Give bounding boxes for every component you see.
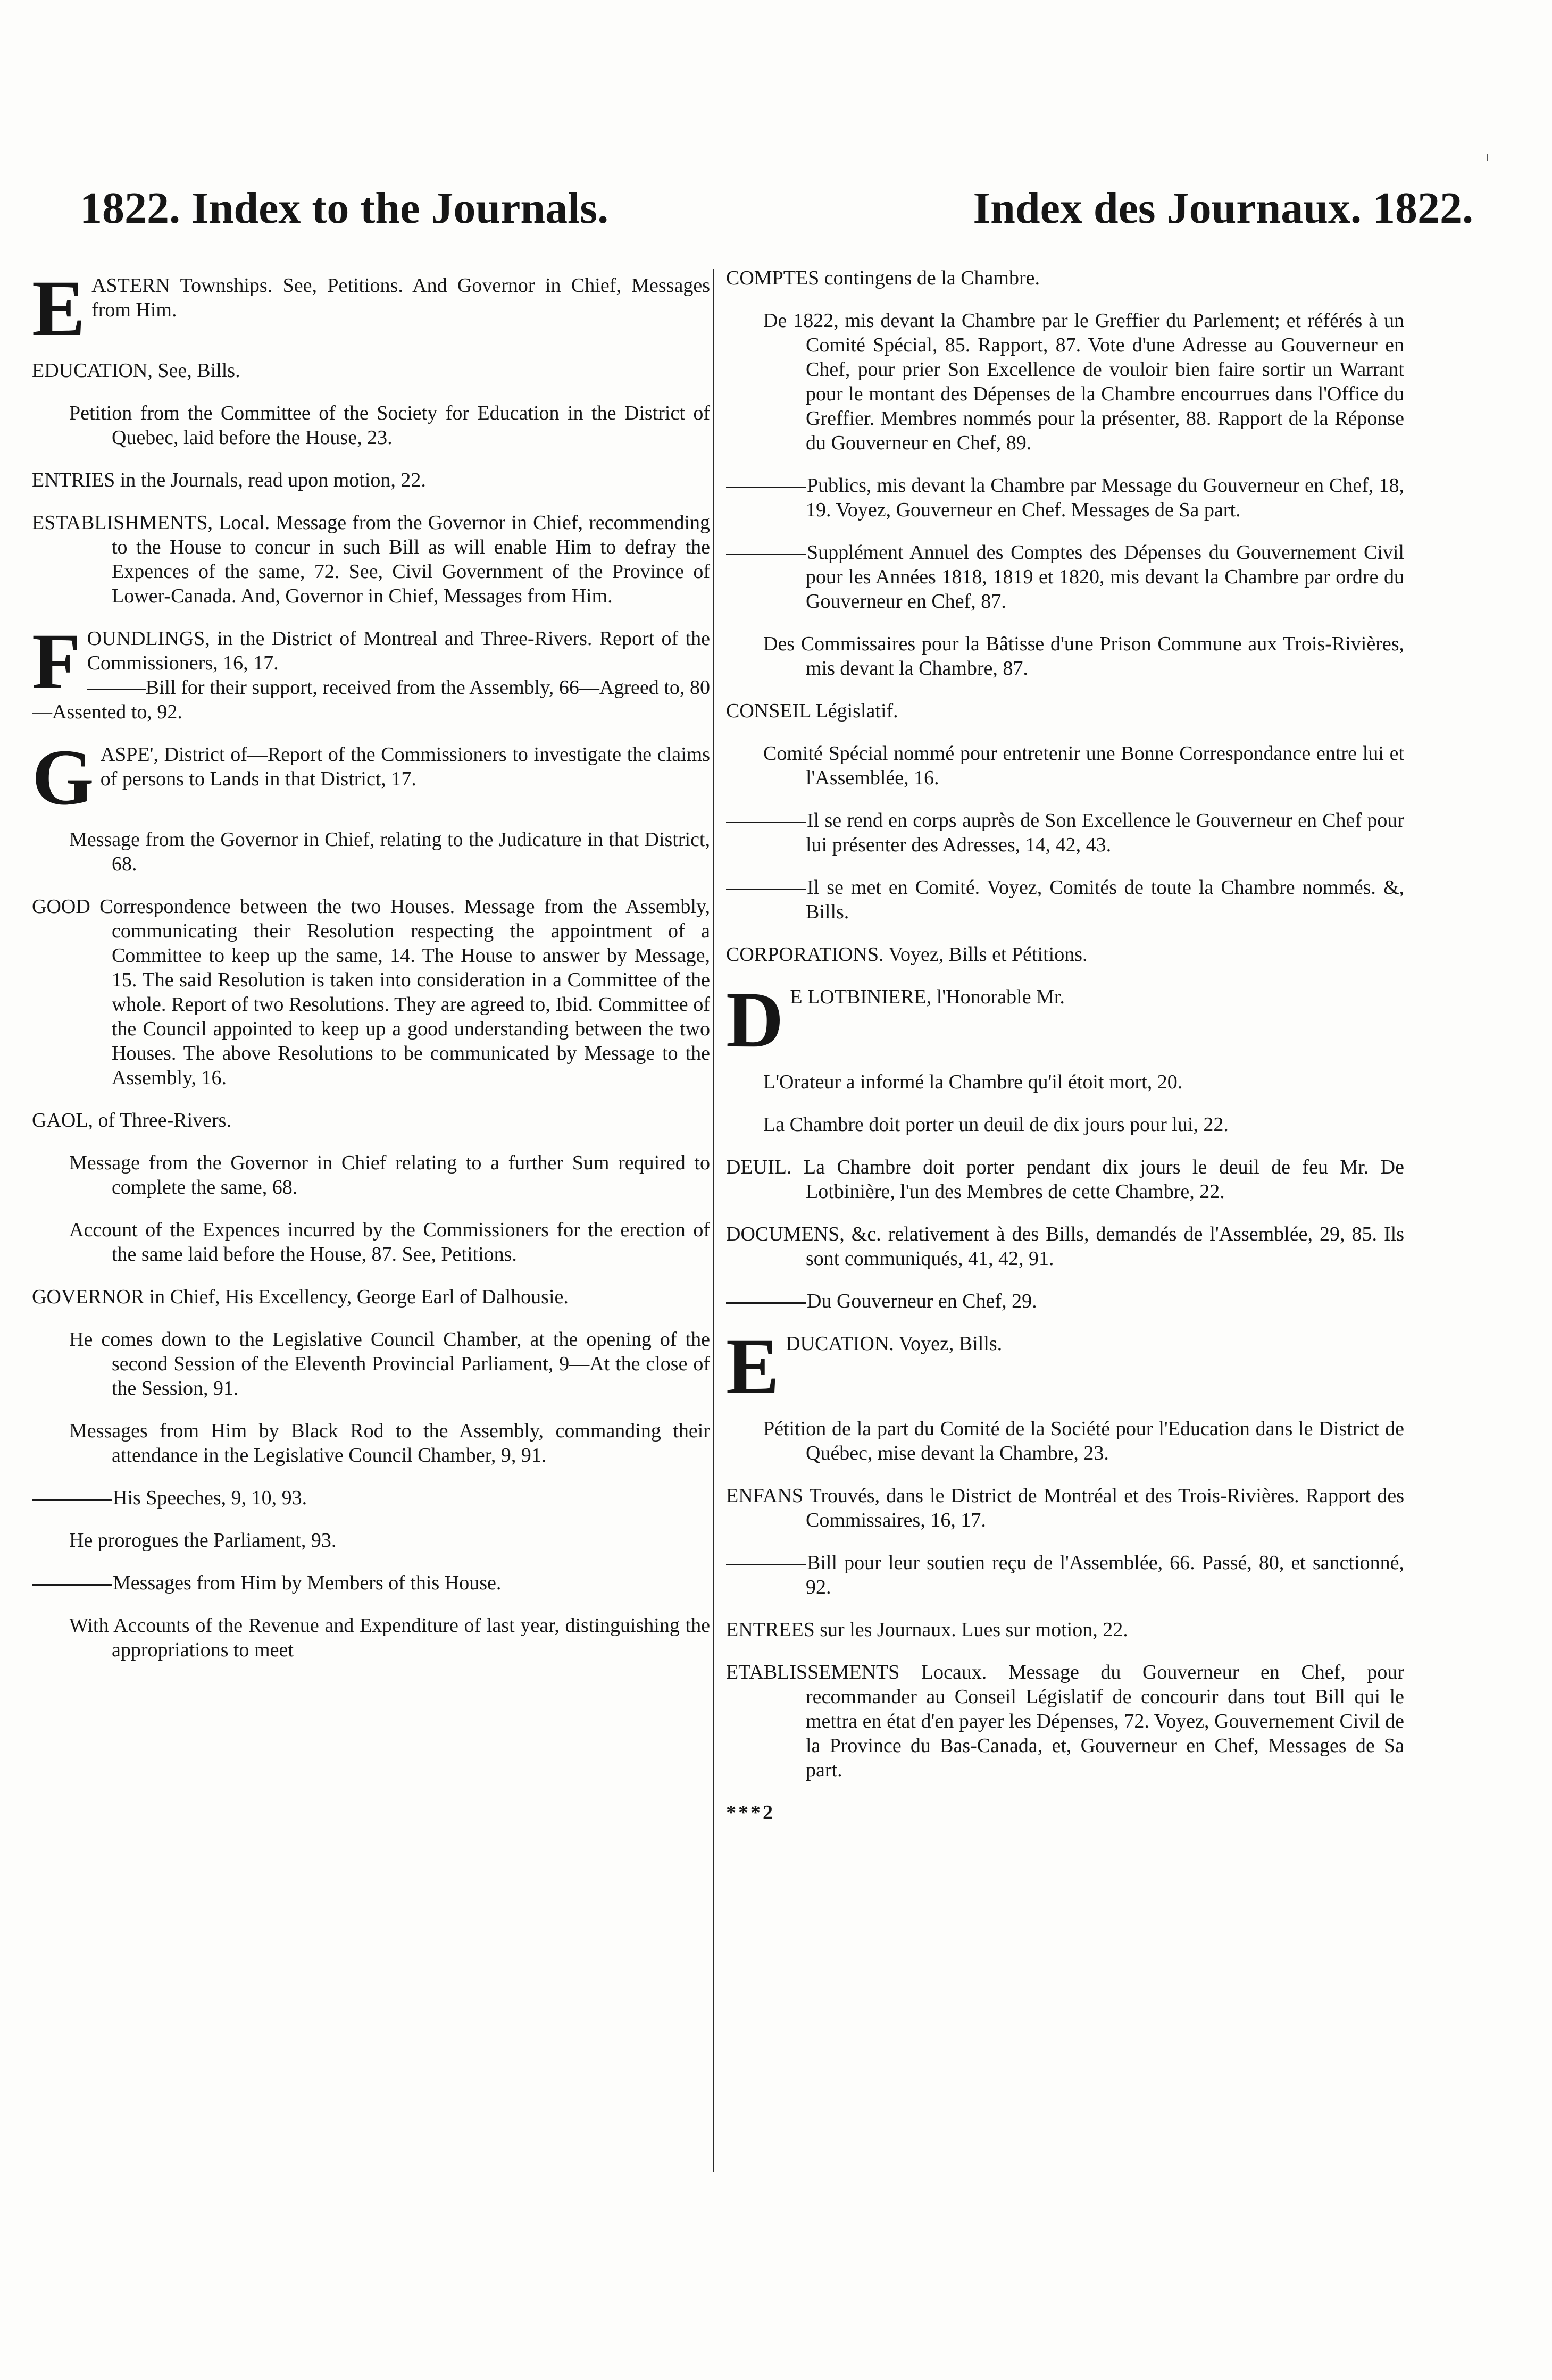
drop-cap: F	[32, 626, 81, 706]
index-entry-comptes: COMPTES contingens de la Chambre.	[726, 267, 1040, 289]
sub-entry: He comes down to the Legislative Council Chamber, at the opening of the second Session of the Eleventh Provincial Parliament, 9—At the close of the Session, 91.	[69, 1328, 710, 1399]
index-entry-corporations: CORPORATIONS. Voyez, Bills et Pétitions.	[726, 943, 1088, 966]
index-entry-education: EDUCATION, See, Bills.	[32, 359, 240, 382]
header-right: Index des Journaux. 1822.	[973, 183, 1473, 233]
entry-text: Il se met en Comité. Voyez, Comités de toute la Chambre nommés. &, Bills.	[806, 876, 1404, 923]
entry-text: Messages from Him by Members of this House.	[113, 1572, 502, 1594]
index-entry-entries: ENTRIES in the Journals, read upon motion, 22.	[32, 469, 426, 491]
dash-sub-entry	[726, 473, 1404, 522]
entry-text: Bill for their support, received from the Assembly, 66—Agreed to, 80—Assented to, 92.	[32, 676, 710, 723]
index-entry-good: GOOD Correspondence between the two Houses. Message from the Assembly, communicating their Resolution respecting the appointment of a Committee to keep up the same, 14. The House to answer by Message, 15. The said Resolution is taken into consideration in a Committee of the whole. Report of two Resolutions. They are agreed to, Ibid. Committee of the Council appointed to keep up a good understanding between the two Houses. The above Resolutions to be communicated by Message to the Assembly, 16.	[32, 895, 710, 1089]
entry-text: E LOTBINIERE, l'Honorable Mr.	[790, 986, 1065, 1008]
dash-sub-entry	[726, 875, 1404, 924]
entry-text: OUNDLINGS, in the District of Montreal and Three-Rivers. Report of the Commissioners, 16, 17.	[87, 627, 710, 674]
right-column	[726, 266, 1404, 1825]
dash-sub-entry	[726, 1289, 1404, 1313]
drop-cap: G	[32, 742, 94, 809]
entry-text: Publics, mis devant la Chambre par Message du Gouverneur en Chef, 18, 19. Voyez, Gouverneur en Chef. Messages de Sa part.	[806, 474, 1404, 521]
ink-speck	[1487, 154, 1488, 161]
entry-text: ASPE', District of—Report of the Commissioners to investigate the claims of persons to Lands in that District, 17.	[100, 743, 710, 790]
sub-entry: Message from the Governor in Chief, relating to the Judicature in that District, 68.	[69, 828, 710, 875]
left-column	[32, 266, 710, 1680]
dash-rule	[726, 1302, 806, 1304]
index-entry-deuil: DEUIL. La Chambre doit porter pendant dix jours le deuil de feu Mr. De Lotbinière, l'un des Membres de cette Chambre, 22.	[726, 1156, 1404, 1203]
sub-entry: Pétition de la part du Comité de la Société pour l'Education dans le District de Québec, mise devant la Chambre, 23.	[763, 1418, 1404, 1464]
index-entry-entrees: ENTREES sur les Journaux. Lues sur motion, 22.	[726, 1619, 1128, 1641]
entry-text: DUCATION. Voyez, Bills.	[786, 1333, 1003, 1355]
column-divider	[713, 269, 714, 2172]
dash-rule	[32, 1499, 112, 1501]
index-entry-education-fr	[726, 1331, 1404, 1398]
printer-signature-mark: ***2	[726, 1801, 775, 1824]
index-entry-etablissements: ETABLISSEMENTS Locaux. Message du Gouverneur en Chef, pour recommander au Conseil Législatif de concourir dans tout Bill qui le mettra en état d'en payer les Dépenses, 72. Voyez, Gouvernement Civil de la Province du Bas-Canada, et, Gouverneur en Chef, Messages de Sa part.	[726, 1661, 1404, 1781]
dash-rule	[726, 487, 806, 488]
running-header	[80, 175, 1473, 239]
index-entry-gaol: GAOL, of Three-Rivers.	[32, 1109, 231, 1132]
dash-sub-entry	[32, 675, 710, 724]
index-entry-documens: DOCUMENS, &c. relativement à des Bills, demandés de l'Assemblée, 29, 85. Ils sont communiqués, 41, 42, 91.	[726, 1223, 1404, 1270]
index-entry-enfans: ENFANS Trouvés, dans le District de Montréal et des Trois-Rivières. Rapport des Commissaires, 16, 17.	[726, 1485, 1404, 1531]
sub-entry: Petition from the Committee of the Society for Education in the District of Quebec, laid before the House, 23.	[69, 402, 710, 449]
sub-entry: Messages from Him by Black Rod to the Assembly, commanding their attendance in the Legislative Council Chamber, 9, 91.	[69, 1420, 710, 1466]
entry-text: Supplément Annuel des Comptes des Dépenses du Gouvernement Civil pour les Années 1818, 1819 et 1820, mis devant la Chambre par ordre du Gouverneur en Chef, 87.	[806, 541, 1404, 613]
index-entry-foundlings	[32, 626, 710, 724]
index-entry-delotbiniere	[726, 985, 1404, 1052]
dash-sub-entry	[726, 540, 1404, 614]
dash-rule	[726, 822, 806, 823]
dash-sub-entry	[726, 1551, 1404, 1599]
sub-entry: De 1822, mis devant la Chambre par le Greffier du Parlement; et référés à un Comité Spécial, 85. Rapport, 87. Vote d'une Adresse au Gouverneur en Chef, pour prier Son Excellence de vouloir bien faire sortir un Warrant pour le montant des Dépenses de la Chambre encourrues dans l'Office du Greffier. Membres nommés pour la présenter, 88. Rapport de la Réponse du Gouverneur en Chef, 89.	[763, 309, 1404, 454]
sub-entry: La Chambre doit porter un deuil de dix jours pour lui, 22.	[763, 1113, 1229, 1136]
index-entry-establishments: ESTABLISHMENTS, Local. Message from the Governor in Chief, recommending to the House to concur in such Bill as will enable Him to defray the Expences of the same, 72. See, Civil Government of the Province of Lower-Canada. And, Governor in Chief, Messages from Him.	[32, 512, 710, 607]
entry-text: His Speeches, 9, 10, 93.	[113, 1487, 307, 1509]
dash-sub-entry	[726, 808, 1404, 857]
entry-text: Bill pour leur soutien reçu de l'Assemblée, 66. Passé, 80, et sanctionné, 92.	[806, 1552, 1404, 1598]
sub-entry: Message from the Governor in Chief relating to a further Sum required to complete the same, 68.	[69, 1152, 710, 1199]
dash-sub-entry	[32, 1571, 710, 1595]
sub-entry: L'Orateur a informé la Chambre qu'il étoit mort, 20.	[763, 1071, 1183, 1093]
dash-rule	[726, 1564, 806, 1565]
dash-rule	[726, 889, 806, 890]
entry-text: ASTERN Townships. See, Petitions. And Governor in Chief, Messages from Him.	[91, 274, 710, 321]
index-entry-eastern	[32, 273, 710, 340]
drop-cap: D	[726, 985, 784, 1052]
sub-entry: Comité Spécial nommé pour entretenir une Bonne Correspondance entre lui et l'Assemblée, 16.	[763, 742, 1404, 789]
drop-cap: E	[726, 1331, 780, 1398]
dash-rule	[32, 1584, 112, 1586]
dash-sub-entry	[32, 1486, 710, 1510]
sub-entry: He prorogues the Parliament, 93.	[69, 1529, 337, 1552]
sub-entry: Des Commissaires pour la Bâtisse d'une Prison Commune aux Trois-Rivières, mis devant la Chambre, 87.	[763, 633, 1404, 680]
index-entry-gaspe	[32, 742, 710, 809]
index-entry-governor: GOVERNOR in Chief, His Excellency, George Earl of Dalhousie.	[32, 1286, 569, 1308]
dash-rule	[726, 554, 806, 555]
header-left: 1822. Index to the Journals.	[80, 183, 609, 233]
entry-text: Du Gouverneur en Chef, 29.	[807, 1290, 1037, 1312]
drop-cap: E	[32, 273, 86, 340]
entry-text: Il se rend en corps auprès de Son Excellence le Gouverneur en Chef pour lui présenter des Adresses, 14, 42, 43.	[806, 809, 1404, 856]
sub-entry: Account of the Expences incurred by the Commissioners for the erection of the same laid before the House, 87. See, Petitions.	[69, 1219, 710, 1266]
sub-entry: With Accounts of the Revenue and Expenditure of last year, distinguishing the appropriations to meet	[69, 1614, 710, 1661]
index-entry-conseil: CONSEIL Législatif.	[726, 700, 898, 722]
